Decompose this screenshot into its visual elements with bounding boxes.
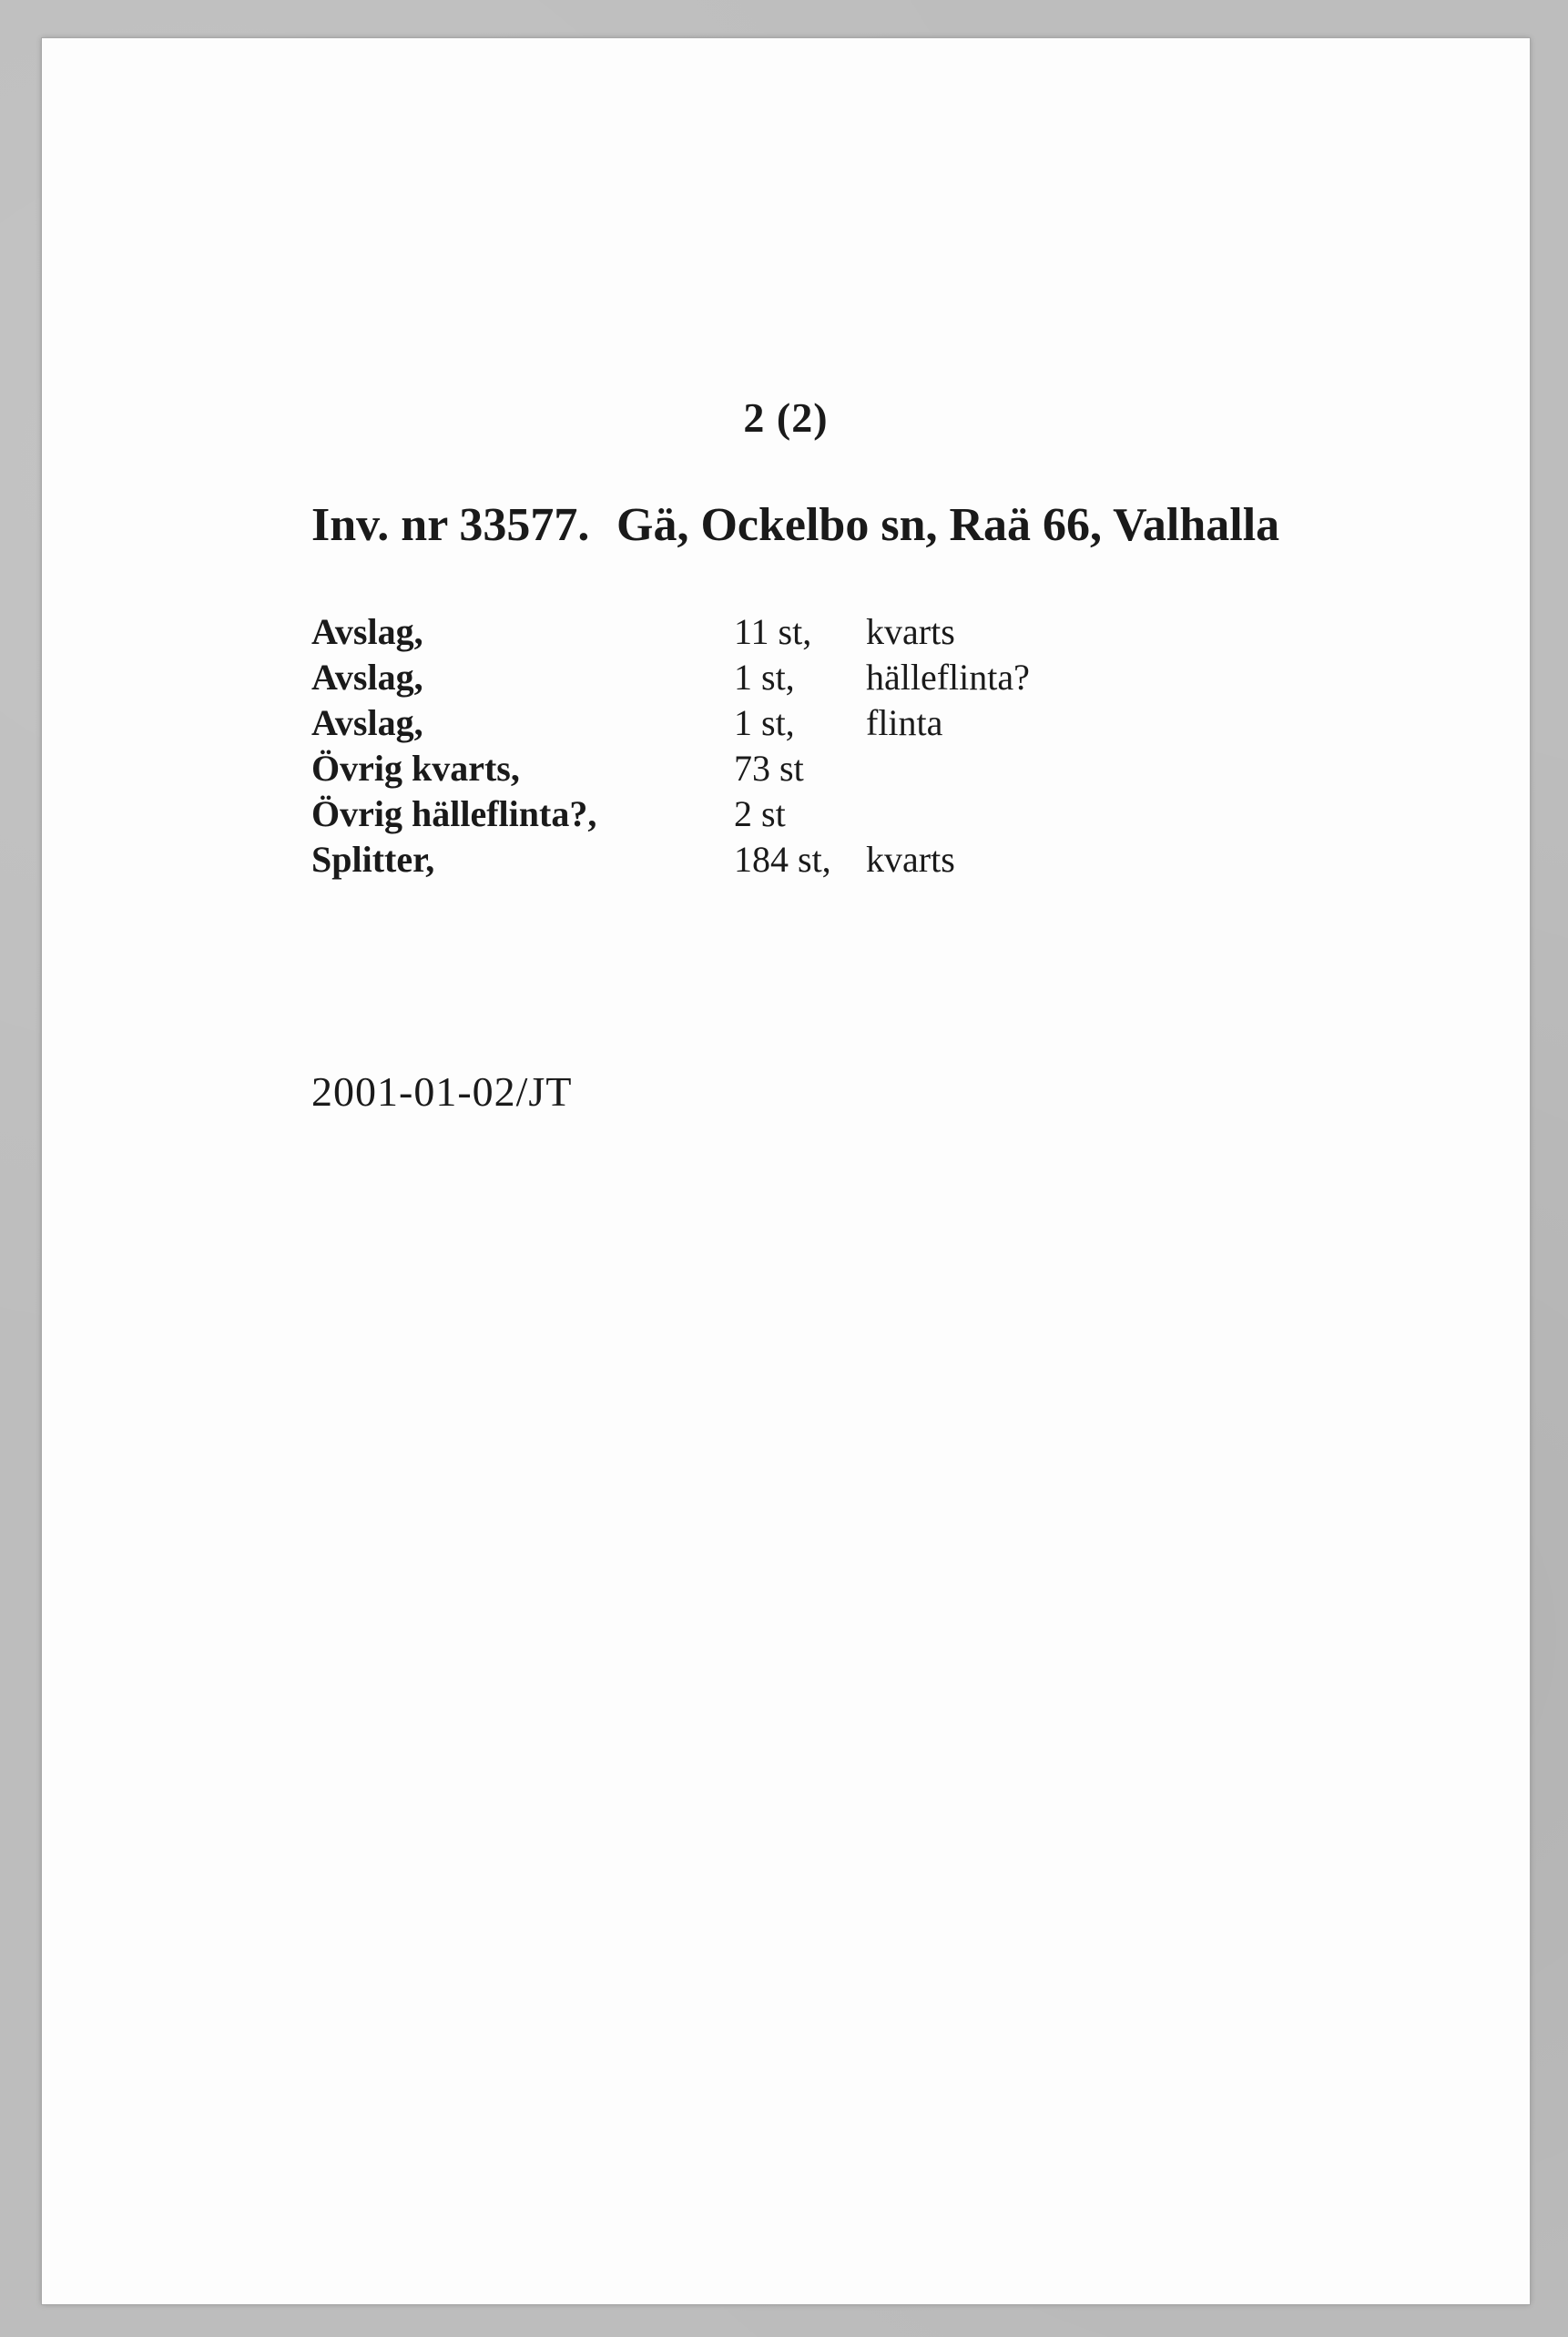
document-page [42, 38, 1530, 2304]
item-material: hälleflinta? [866, 657, 1030, 698]
item-label: Övrig hälleflinta?, [311, 793, 597, 834]
item-count: 73 st [734, 748, 804, 789]
item-count: 1 st, [734, 657, 795, 698]
item-label: Avslag, [311, 611, 423, 652]
item-count: 11 st, [734, 611, 812, 652]
item-material: kvarts [866, 839, 955, 880]
inventory-number: Inv. nr 33577. [311, 499, 590, 551]
document-heading [311, 498, 1279, 552]
item-count: 1 st, [734, 702, 795, 743]
item-material: flinta [866, 702, 943, 743]
item-count: 184 st, [734, 839, 831, 880]
item-label: Övrig kvarts, [311, 748, 520, 789]
item-material: kvarts [866, 611, 955, 652]
item-label: Avslag, [311, 657, 423, 698]
site-location: Gä, Ockelbo sn, Raä 66, Valhalla [616, 499, 1280, 551]
item-label: Splitter, [311, 839, 435, 880]
signature-date: 2001-01-02/JT [311, 1068, 573, 1115]
item-count: 2 st [734, 793, 786, 834]
item-label: Avslag, [311, 702, 423, 743]
page-number: 2 (2) [743, 394, 829, 441]
